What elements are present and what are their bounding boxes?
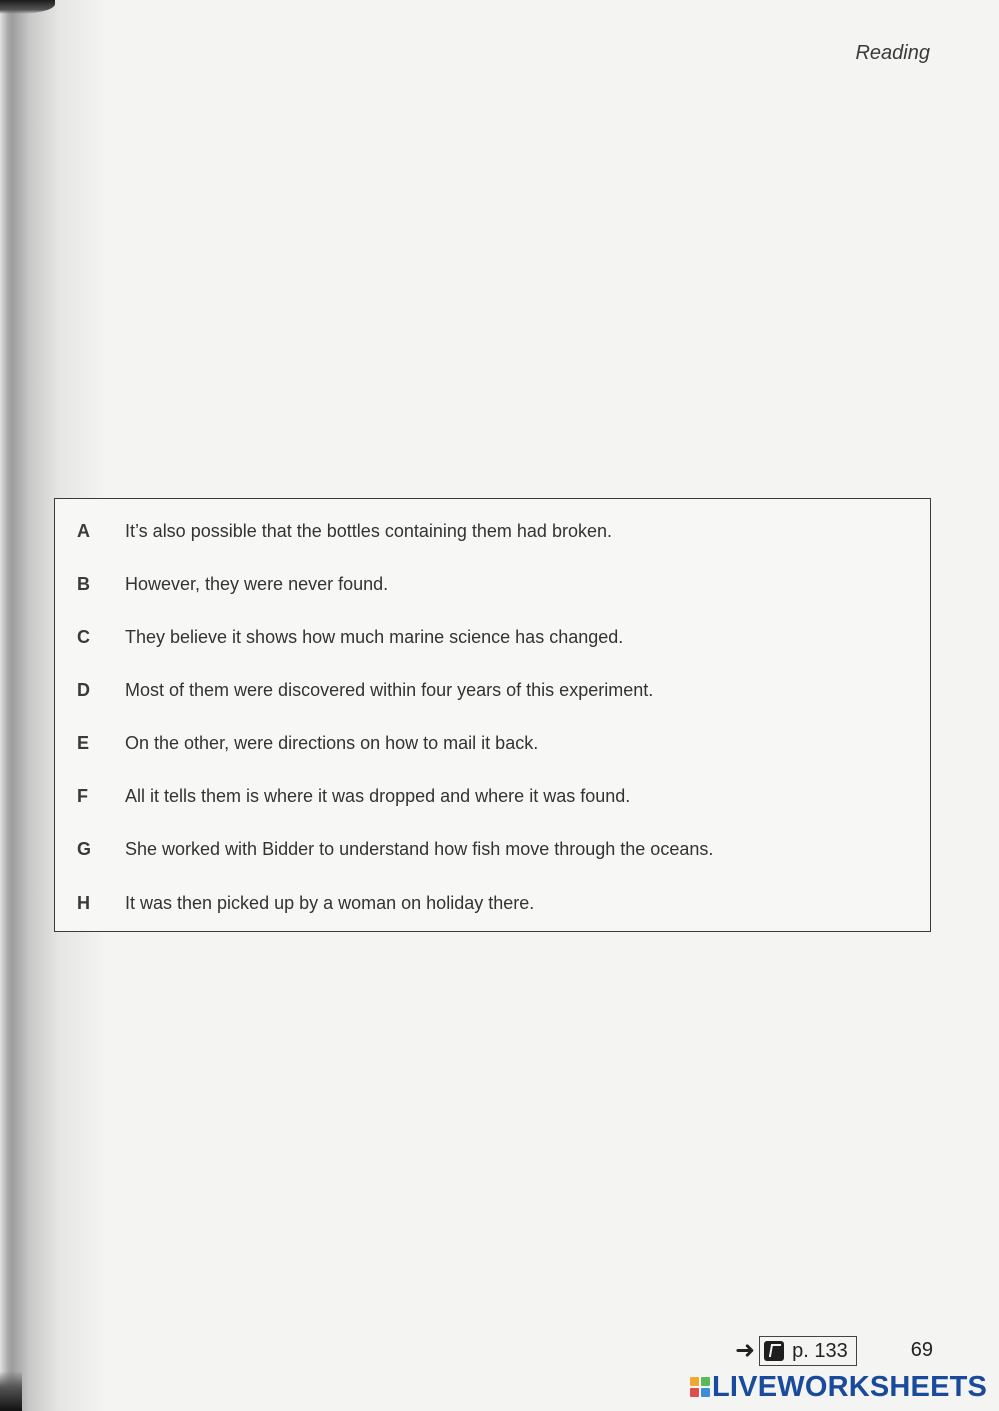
option-text: Most of them were discovered within four years of this experiment.: [125, 679, 654, 700]
option-h: [55, 888, 534, 918]
option-text: On the other, were directions on how to mail it back.: [125, 732, 539, 753]
option-text: However, they were never found.: [125, 573, 389, 594]
tip-icon: [764, 1341, 784, 1361]
option-d: [55, 675, 653, 705]
reference-text: p. 133: [792, 1339, 848, 1362]
option-a: [55, 516, 612, 546]
liveworksheets-logo-icon: [690, 1377, 710, 1397]
logo-square: [690, 1388, 699, 1397]
reference-box: [759, 1336, 857, 1366]
option-b: [55, 569, 388, 599]
logo-square: [701, 1388, 710, 1397]
logo-square: [690, 1377, 699, 1386]
arrow-right-icon: ➜: [735, 1337, 756, 1364]
liveworksheets-watermark: [690, 1370, 987, 1404]
option-text: She worked with Bidder to understand how fish move through the oceans.: [125, 838, 714, 859]
section-label: Reading: [855, 42, 930, 64]
option-g: [55, 834, 713, 864]
option-text: All it tells them is where it was dropped and where it was found.: [125, 785, 631, 806]
spine-bottom-edge: [0, 1371, 22, 1411]
option-letter: E: [77, 732, 90, 753]
option-text: It’s also possible that the bottles containing them had broken.: [125, 520, 612, 541]
logo-square: [701, 1377, 710, 1386]
page-reference: [735, 1334, 857, 1368]
watermark-text: LIVEWORKSHEETS: [712, 1370, 988, 1403]
option-letter: D: [77, 679, 90, 700]
option-f: [55, 781, 630, 811]
option-letter: B: [77, 573, 90, 594]
option-letter: F: [77, 785, 88, 806]
option-letter: H: [77, 892, 90, 913]
option-text: They believe it shows how much marine science has changed.: [125, 626, 624, 647]
page-number: 69: [910, 1339, 933, 1361]
option-letter: G: [77, 838, 92, 859]
option-text: It was then picked up by a woman on holiday there.: [125, 892, 535, 913]
option-e: [55, 728, 538, 758]
option-letter: A: [77, 520, 90, 541]
options-box: [54, 498, 931, 932]
option-letter: C: [77, 626, 90, 647]
option-c: [55, 622, 623, 652]
